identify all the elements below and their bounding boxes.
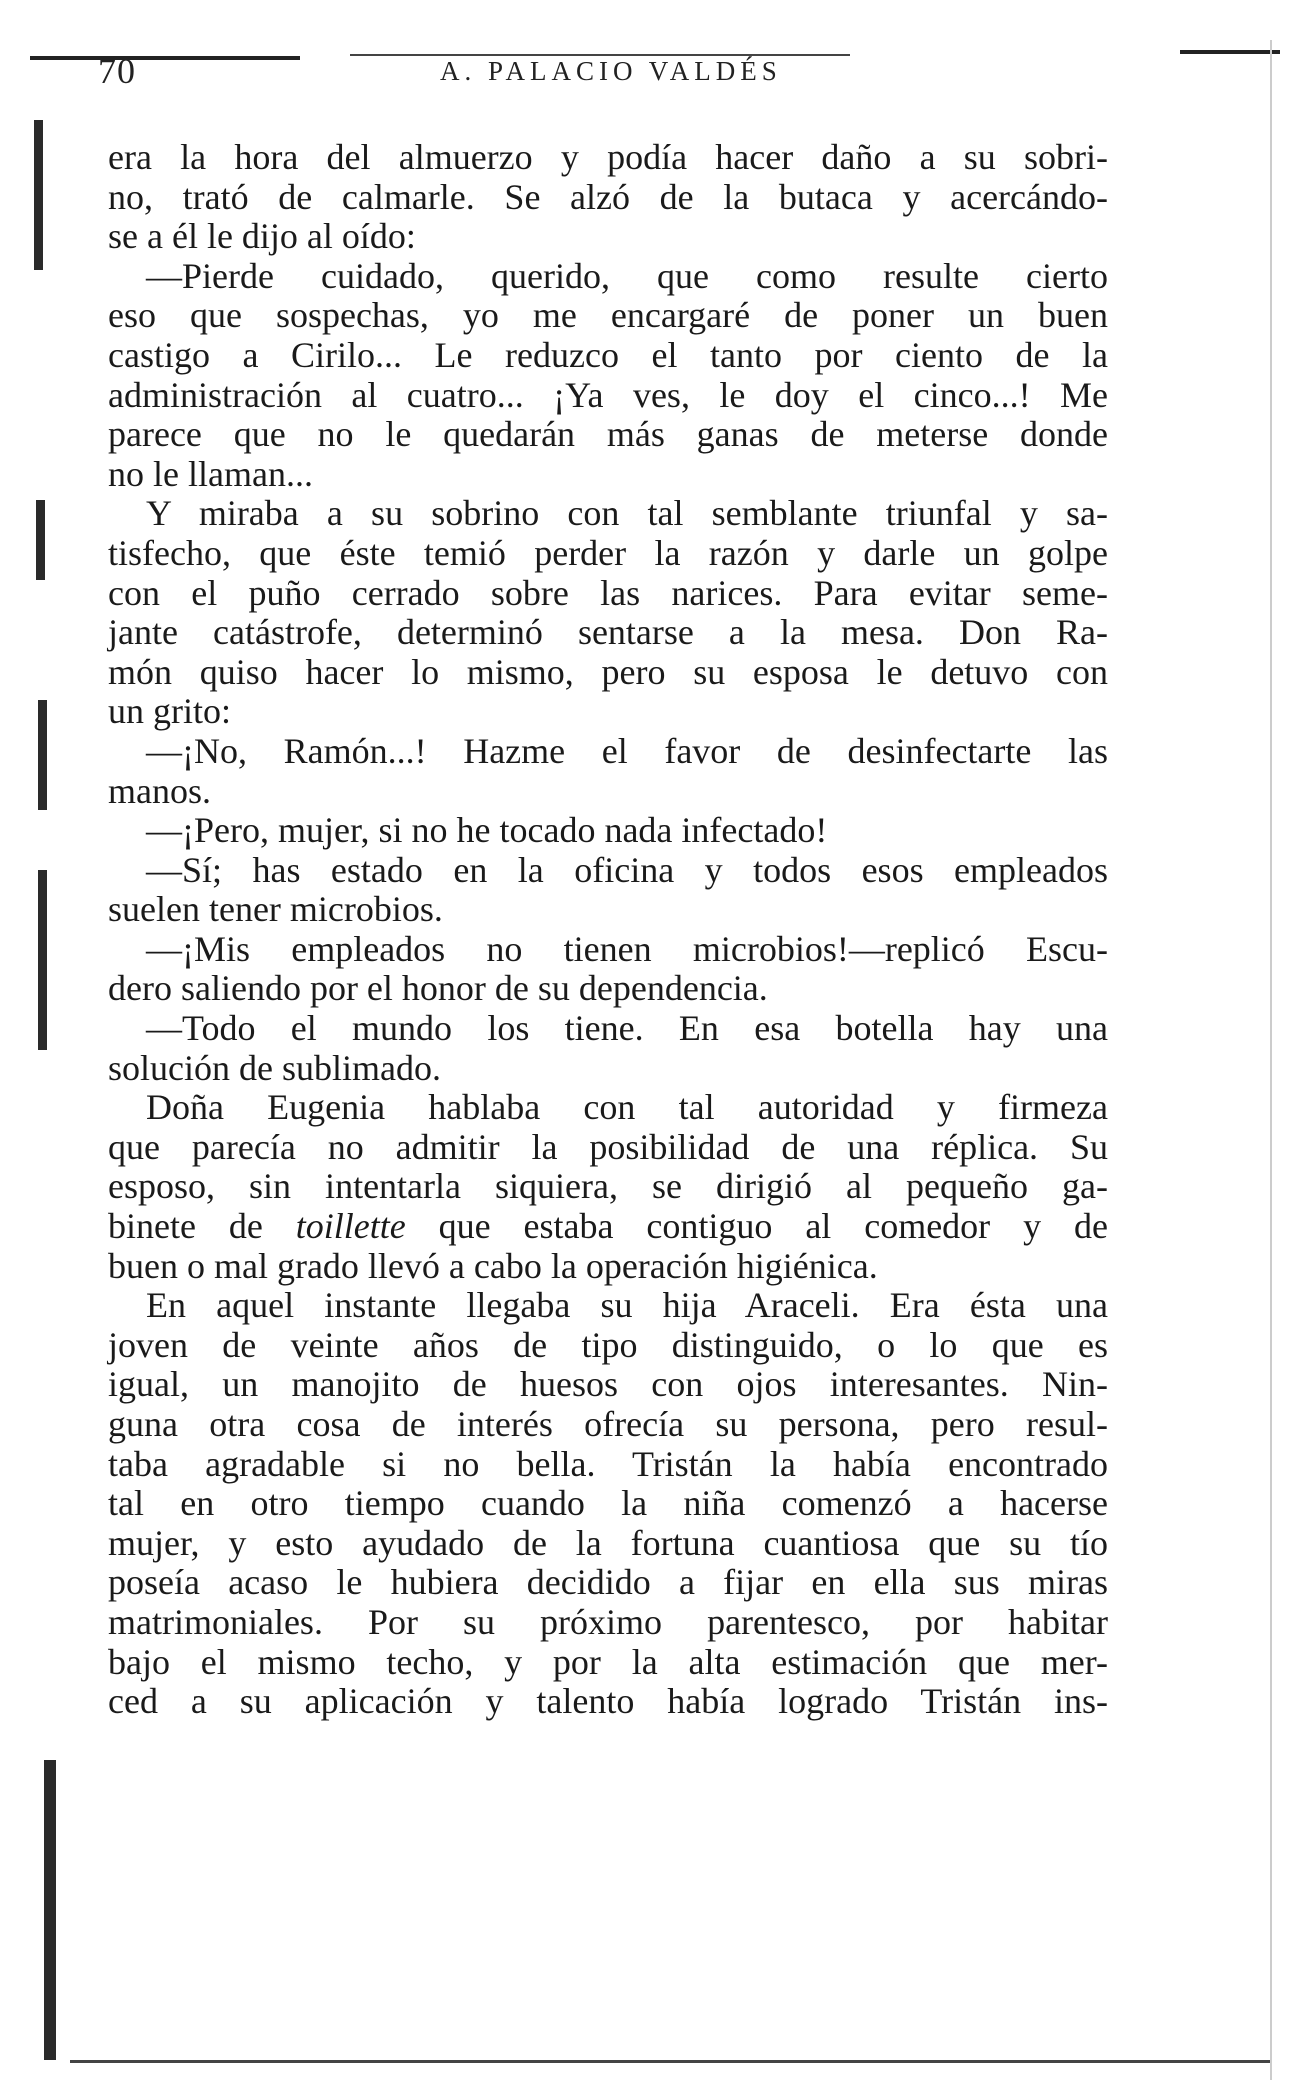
- text-line: poseía acaso le hubiera decidido a fijar en ella sus miras: [108, 1562, 1108, 1603]
- body-text: [108, 138, 1108, 1722]
- text-line: igual, un manojito de huesos con ojos interesantes. Nin-: [108, 1364, 1108, 1405]
- text-line: En aquel instante llegaba su hija Araceli. Era ésta una: [146, 1285, 1108, 1326]
- text-line: —Sí; has estado en la oficina y todos esos empleados: [146, 849, 1108, 890]
- text-line: dero saliendo por el honor de su dependencia.: [108, 968, 768, 1009]
- text-line: buen o mal grado llevó a cabo la operación higiénica.: [108, 1245, 878, 1286]
- scan-margin-mark: [34, 120, 43, 270]
- text-line: se a él le dijo al oído:: [108, 216, 416, 257]
- text-line: taba agradable si no bella. Tristán la había encontrado: [108, 1443, 1108, 1484]
- scan-margin-mark: [44, 1760, 56, 2060]
- text-line: tisfecho, que éste temió perder la razón y darle un golpe: [108, 532, 1108, 573]
- header-rule-left: [30, 56, 300, 60]
- text-line: administración al cuatro... ¡Ya ves, le doy el cinco...! Me: [108, 374, 1108, 415]
- text-line: —¡No, Ramón...! Hazme el favor de desinfectarte las: [146, 730, 1108, 771]
- text-line: eso que sospechas, yo me encargaré de poner un buen: [108, 295, 1108, 336]
- text-line: manos.: [108, 770, 211, 811]
- text-line: binete de toillette que estaba contiguo al comedor y de: [108, 1206, 1108, 1247]
- text-line: —¡Pero, mujer, si no he tocado nada infectado!: [146, 810, 828, 851]
- text-line: con el puño cerrado sobre las narices. Para evitar seme-: [108, 572, 1108, 613]
- text-line: no, trató de calmarle. Se alzó de la butaca y acercándo-: [108, 176, 1108, 217]
- scan-margin-mark: [38, 870, 47, 1050]
- text-line: —Pierde cuidado, querido, que como resulte cierto: [146, 255, 1108, 296]
- text-line: solución de sublimado.: [108, 1047, 441, 1088]
- scan-margin-mark: [36, 500, 45, 580]
- running-title: A. PALACIO VALDÉS: [440, 56, 782, 86]
- right-margin-line: [1270, 40, 1272, 2080]
- text-line: castigo a Cirilo... Le reduzco el tanto por ciento de la: [108, 334, 1108, 375]
- text-line: bajo el mismo techo, y por la alta estimación que mer-: [108, 1641, 1108, 1682]
- header-rule-right: [1180, 50, 1280, 54]
- text-line: parece que no le quedarán más ganas de meterse donde: [108, 414, 1108, 455]
- text-line: guna otra cosa de interés ofrecía su persona, pero resul-: [108, 1404, 1108, 1444]
- text-line: Doña Eugenia hablaba con tal autoridad y firmeza: [146, 1087, 1108, 1128]
- text-line: ced a su aplicación y talento había logrado Tristán ins-: [108, 1681, 1108, 1722]
- text-line: esposo, sin intentarla siquiera, se dirigió al pequeño ga-: [108, 1166, 1108, 1207]
- text-line: joven de veinte años de tipo distinguido, o lo que es: [108, 1324, 1108, 1365]
- text-line: suelen tener microbios.: [108, 889, 443, 930]
- text-line: mujer, y esto ayudado de la fortuna cuantiosa que su tío: [108, 1522, 1108, 1563]
- text-line: —¡Mis empleados no tienen microbios!—replicó Escu-: [146, 928, 1108, 969]
- text-line: matrimoniales. Por su próximo parentesco, por habitar: [108, 1601, 1108, 1642]
- text-line: jante catástrofe, determinó sentarse a la mesa. Don Ra-: [108, 612, 1108, 653]
- text-line: era la hora del almuerzo y podía hacer daño a su sobri-: [108, 137, 1108, 177]
- text-line: no le llaman...: [108, 453, 313, 494]
- page-number: 70: [98, 51, 136, 91]
- text-line: món quiso hacer lo mismo, pero su esposa le detuvo con: [108, 651, 1108, 692]
- text-line: —Todo el mundo los tiene. En esa botella hay una: [146, 1008, 1108, 1049]
- bottom-edge-rule: [70, 2060, 1270, 2063]
- italic-word: toillette: [295, 1206, 406, 1247]
- text-line: tal en otro tiempo cuando la niña comenzó a hacerse: [108, 1483, 1108, 1524]
- text-line: que parecía no admitir la posibilidad de una réplica. Su: [108, 1126, 1108, 1167]
- page-header: [30, 48, 1270, 92]
- text-line: un grito:: [108, 691, 231, 732]
- text-line: Y miraba a su sobrino con tal semblante triunfal y sa-: [146, 493, 1108, 534]
- scan-margin-mark: [38, 700, 47, 810]
